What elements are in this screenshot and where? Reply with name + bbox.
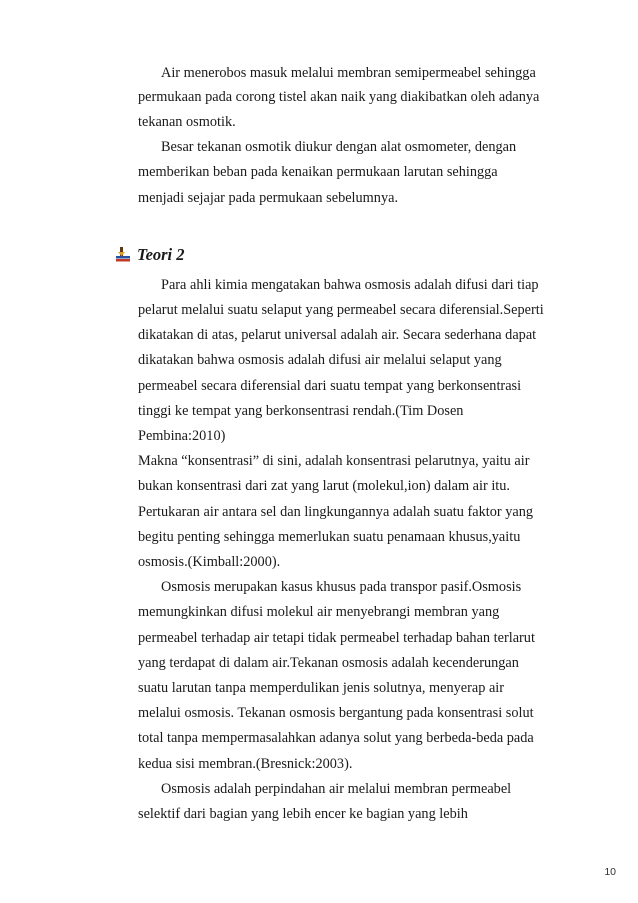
arrow-bullet-icon: [115, 246, 131, 264]
text-line: bukan konsentrasi dari zat yang larut (molekul,ion) dalam air itu.: [138, 478, 511, 494]
text-line: begitu penting sehingga memerlukan suatu penamaan khusus,yaitu: [138, 529, 521, 545]
text-line: Para ahli kimia mengatakan bahwa osmosis adalah difusi dari tiap: [161, 277, 539, 293]
text-line: Osmosis merupakan kasus khusus pada transpor pasif.Osmosis: [161, 579, 522, 595]
text-line: Osmosis adalah perpindahan air melalui membran permeabel: [161, 781, 512, 797]
text-line: osmosis.(Kimball:2000).: [138, 554, 281, 570]
text-line: permukaan pada corong tistel akan naik yang diakibatkan oleh adanya: [138, 89, 540, 105]
text-line: memberikan beban pada kenaikan permukaan larutan sehingga: [138, 164, 498, 180]
text-line: Pertukaran air antara sel dan lingkungannya adalah suatu faktor yang: [138, 504, 534, 520]
text-line: melalui osmosis. Tekanan osmosis bergantung pada konsentrasi solut: [138, 705, 534, 721]
text-line: memungkinkan difusi molekul air menyebrangi membran yang: [138, 604, 500, 620]
section-heading: [115, 244, 185, 266]
text-line: dikatakan bahwa osmosis adalah difusi air melalui selaput yang: [138, 352, 502, 368]
text-line: Makna “konsentrasi” di sini, adalah konsentrasi pelarutnya, yaitu air: [138, 453, 530, 469]
text-line: total tanpa mempermasalahkan adanya solut yang berbeda-beda pada: [138, 730, 534, 746]
text-line: Air menerobos masuk melalui membran semipermeabel sehingga: [161, 65, 536, 81]
text-line: yang terdapat di dalam air.Tekanan osmosis adalah kecenderungan: [138, 655, 519, 671]
page-number: 10: [604, 866, 616, 878]
text-line: kedua sisi membran.(Bresnick:2003).: [138, 756, 353, 772]
text-line: tekanan osmotik.: [138, 114, 236, 130]
text-line: Besar tekanan osmotik diukur dengan alat osmometer, dengan: [161, 139, 517, 155]
text-line: permeabel secara diferensial dari suatu tempat yang berkonsentrasi: [138, 378, 522, 394]
text-line: Pembina:2010): [138, 428, 226, 444]
text-line: selektif dari bagian yang lebih encer ke bagian yang lebih: [138, 806, 468, 822]
text-line: menjadi sejajar pada permukaan sebelumnya.: [138, 190, 399, 206]
text-line: pelarut melalui suatu selaput yang permeabel secara diferensial.Seperti: [138, 302, 544, 318]
heading-title: Teori 2: [137, 245, 185, 264]
text-line: tinggi ke tempat yang berkonsentrasi rendah.(Tim Dosen: [138, 403, 464, 419]
text-line: suatu larutan tanpa memperdulikan jenis solutnya, menyerap air: [138, 680, 505, 696]
text-line: dikatakan di atas, pelarut universal adalah air. Secara sederhana dapat: [138, 327, 537, 343]
text-line: permeabel terhadap air tetapi tidak permeabel terhadap bahan terlarut: [138, 630, 535, 646]
